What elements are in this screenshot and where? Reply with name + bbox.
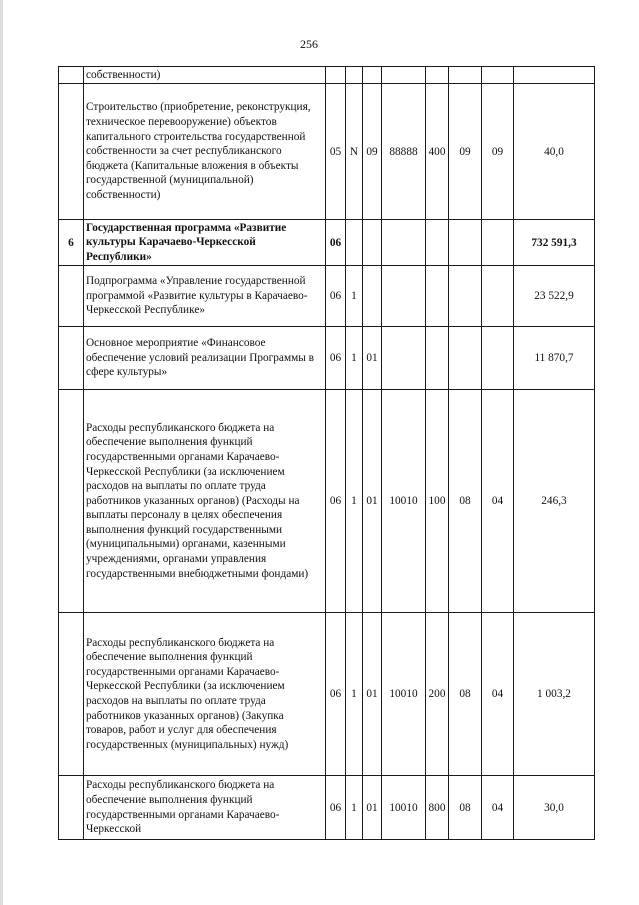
row-number: [59, 84, 84, 220]
subprogram-code: 1: [346, 390, 363, 613]
row-description: собственности): [84, 67, 326, 84]
table-row: [59, 613, 595, 776]
subsection-code: 04: [482, 613, 514, 776]
row-description: Расходы республиканского бюджета на обеспечение выполнения функций государственными органами Карачаево-Черкесской Республики (за исключением расходов на выплаты по оплате труда работников указанных органов) (Закупка товаров, работ и услуг для обеспечения государственных (муниципальных) нужд): [84, 613, 326, 776]
activity-code: 09: [363, 84, 382, 220]
subsection-code: 04: [482, 390, 514, 613]
section-code: [449, 220, 482, 266]
amount: 11 870,7: [514, 327, 595, 390]
row-number: [59, 266, 84, 327]
budget-table: [58, 66, 595, 840]
subprogram-code: 1: [346, 613, 363, 776]
direction-code: [382, 220, 426, 266]
expense-type-code: [426, 67, 449, 84]
direction-code: 88888: [382, 84, 426, 220]
subsection-code: 09: [482, 84, 514, 220]
program-code: 05: [326, 84, 346, 220]
direction-code: [382, 266, 426, 327]
program-code: 06: [326, 220, 346, 266]
row-number: 6: [59, 220, 84, 266]
activity-code: 01: [363, 776, 382, 840]
direction-code: 10010: [382, 613, 426, 776]
row-description: Государственная программа «Развитие культуры Карачаево-Черкесской Республики»: [84, 220, 326, 266]
direction-code: 10010: [382, 776, 426, 840]
subsection-code: [482, 266, 514, 327]
page-number: 256: [300, 37, 318, 51]
amount: 40,0: [514, 84, 595, 220]
program-code: 06: [326, 390, 346, 613]
section-code: 08: [449, 613, 482, 776]
row-description: Расходы республиканского бюджета на обеспечение выполнения функций государственными органами Карачаево-Черкесской: [84, 776, 326, 840]
subprogram-code: 1: [346, 327, 363, 390]
direction-code: 10010: [382, 390, 426, 613]
subsection-code: [482, 67, 514, 84]
subprogram-code: [346, 67, 363, 84]
subprogram-code: 1: [346, 266, 363, 327]
activity-code: [363, 220, 382, 266]
scan-edge: [0, 0, 3, 905]
activity-code: 01: [363, 327, 382, 390]
table-row: [59, 776, 595, 840]
row-description: Подпрограмма «Управление государственной программой «Развитие культуры в Карачаево-Черкесской Республике»: [84, 266, 326, 327]
program-code: [326, 67, 346, 84]
subprogram-code: [346, 220, 363, 266]
subsection-code: [482, 327, 514, 390]
expense-type-code: 400: [426, 84, 449, 220]
amount: [514, 67, 595, 84]
row-description: Основное мероприятие «Финансовое обеспечение условий реализации Программы в сфере культуры»: [84, 327, 326, 390]
row-description: Строительство (приобретение, реконструкция, техническое перевооружение) объектов капитального строительства государственной собственности за счет республиканского бюджета (Капитальные вложения в объекты государственной (муниципальной) собственности): [84, 84, 326, 220]
activity-code: 01: [363, 390, 382, 613]
table-row: [59, 67, 595, 84]
row-number: [59, 776, 84, 840]
section-code: [449, 67, 482, 84]
subsection-code: [482, 220, 514, 266]
activity-code: 01: [363, 613, 382, 776]
expense-type-code: 800: [426, 776, 449, 840]
program-code: 06: [326, 776, 346, 840]
row-description: Расходы республиканского бюджета на обеспечение выполнения функций государственными органами Карачаево-Черкесской Республики (за исключением расходов на выплаты по оплате труда работников указанных органов) (Расходы на выплаты персоналу в целях обеспечения выполнения функций государственными (муниципальными) органами, казенными учреждениями, органами управления государственными внебюджетными фондами): [84, 390, 326, 613]
program-code: 06: [326, 327, 346, 390]
table-row: [59, 390, 595, 613]
row-number: [59, 67, 84, 84]
activity-code: [363, 266, 382, 327]
subprogram-code: N: [346, 84, 363, 220]
table-row: [59, 220, 595, 266]
section-code: 08: [449, 390, 482, 613]
subsection-code: 04: [482, 776, 514, 840]
table-row: [59, 266, 595, 327]
section-code: 09: [449, 84, 482, 220]
amount: 246,3: [514, 390, 595, 613]
amount: 23 522,9: [514, 266, 595, 327]
section-code: 08: [449, 776, 482, 840]
expense-type-code: 100: [426, 390, 449, 613]
expense-type-code: [426, 327, 449, 390]
table-row: [59, 327, 595, 390]
amount: 1 003,2: [514, 613, 595, 776]
section-code: [449, 266, 482, 327]
row-number: [59, 390, 84, 613]
expense-type-code: [426, 266, 449, 327]
amount: 30,0: [514, 776, 595, 840]
row-number: [59, 613, 84, 776]
subprogram-code: 1: [346, 776, 363, 840]
program-code: 06: [326, 613, 346, 776]
row-number: [59, 327, 84, 390]
expense-type-code: [426, 220, 449, 266]
section-code: [449, 327, 482, 390]
direction-code: [382, 327, 426, 390]
expense-type-code: 200: [426, 613, 449, 776]
program-code: 06: [326, 266, 346, 327]
direction-code: [382, 67, 426, 84]
activity-code: [363, 67, 382, 84]
amount: 732 591,3: [514, 220, 595, 266]
table-row: [59, 84, 595, 220]
